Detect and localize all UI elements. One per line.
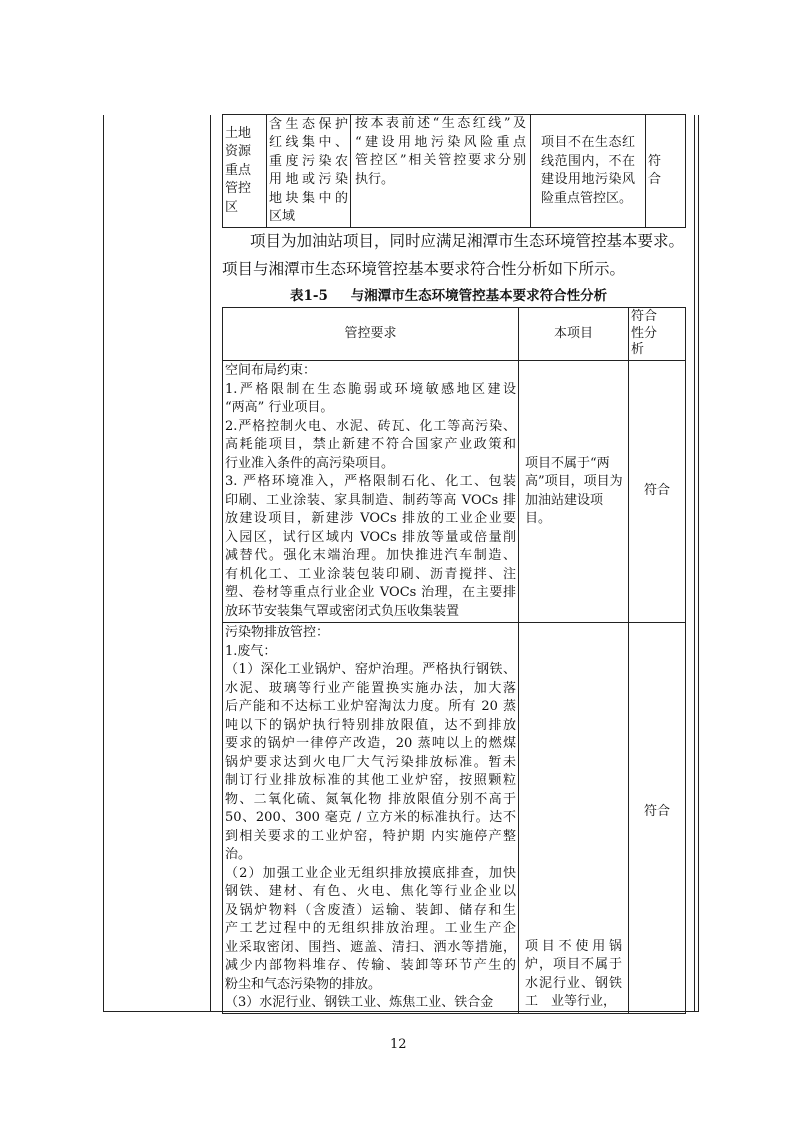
caption-title: 与湘潭市生态环境管控基本要求符合性分析 bbox=[350, 288, 608, 304]
scope-cell bbox=[267, 115, 351, 228]
text-line: 放建设项目，新建涉 VOCs 排放的工业企业要 bbox=[225, 511, 516, 526]
text-line: 治。 bbox=[225, 847, 252, 862]
project-cell bbox=[519, 361, 629, 623]
table-row bbox=[223, 361, 686, 623]
text-line: 水泥、玻璃等行业产能置换实施办法，加大落 bbox=[225, 680, 516, 696]
text-line: 减替代。强化末端治理。加快推进汽车制造、 bbox=[225, 548, 516, 563]
text-line: 产工艺过程中的无组织排放治理。工业生产企 bbox=[225, 921, 516, 936]
text-line: 业采取密闭、围挡、遮盖、清扫、洒水等措施， bbox=[225, 939, 516, 955]
caption-number: 表1-5 bbox=[290, 288, 328, 304]
text-line: 吨以下的锅炉执行特别排放限值，达不到排放 bbox=[225, 717, 516, 733]
text-line: 钢铁、建材、有色、火电、焦化等行业企业以 bbox=[225, 884, 516, 899]
header-project: 本项目 bbox=[519, 308, 629, 361]
header-conformity bbox=[629, 308, 686, 361]
requirement-cell bbox=[223, 623, 519, 1014]
text-line: 物、二氧化硫、氮氧化物 排放限值分别不高于 bbox=[225, 791, 516, 807]
text-line: 符 bbox=[648, 153, 662, 169]
text-line: 项目不属于“两 bbox=[525, 455, 610, 471]
text-line: 资源 bbox=[225, 144, 252, 160]
text-line: （2）加强工业企业无组织排放摸底排查，加快 bbox=[225, 865, 516, 881]
table-row bbox=[223, 623, 686, 1014]
text-line: 行业准入条件的高污染项目。 bbox=[225, 455, 395, 471]
table-caption bbox=[290, 287, 607, 305]
text-line: 线范围内，不在 bbox=[541, 153, 635, 169]
text-line: “建设用地污染风险重点 bbox=[355, 134, 526, 150]
outer-frame-double-line bbox=[694, 115, 695, 1012]
text-line: 含生态保护 bbox=[269, 116, 348, 132]
text-line: 用地或污染 bbox=[269, 172, 348, 187]
requirement-cell bbox=[351, 115, 531, 228]
text-line: 50、200、300 毫克 / 立方米的标准执行。达不 bbox=[225, 810, 516, 825]
compliance-table bbox=[222, 307, 686, 1014]
table-header-row bbox=[223, 308, 686, 361]
text-line: 执行。 bbox=[355, 171, 395, 187]
outer-frame-divider bbox=[210, 115, 211, 1012]
text-line: 塑、卷材等重点行业企业 VOCs 治理，在主要排 bbox=[225, 585, 516, 600]
text-line: （3）水泥行业、钢铁工业、炼焦工业、铁合金 bbox=[225, 995, 494, 1010]
text-line: 1.废气： bbox=[225, 643, 277, 659]
table-row bbox=[223, 115, 686, 228]
text-line: 印刷、工业涂装、家具制造、制药等高 VOCs 排 bbox=[225, 492, 516, 508]
conformity-cell: 符合 bbox=[629, 623, 686, 1014]
text-line: 建设用地污染风 bbox=[541, 172, 635, 187]
text-line: 空间布局约束： bbox=[225, 363, 317, 378]
text-line: 入园区，试行区域内 VOCs 排放等量或倍量削 bbox=[225, 529, 516, 545]
text-line: 3. 严格环境准入，严格限制石化、化工、包装 bbox=[225, 474, 516, 489]
page-number: 12 bbox=[390, 1037, 407, 1052]
text-line: 区域 bbox=[269, 209, 296, 224]
paragraph-line-1: 项目为加油站项目，同时应满足湘潭市生态环境管控基本要求。 bbox=[250, 232, 685, 250]
text-line: 炉，项目不属于 bbox=[525, 957, 622, 972]
text-line: 析 bbox=[631, 342, 645, 358]
text-line: 减少内部物料堆存、传输、装卸等环节产生的 bbox=[225, 958, 516, 973]
text-line: 管控 bbox=[225, 181, 252, 197]
project-cell bbox=[531, 115, 646, 228]
text-line: 性分 bbox=[631, 325, 658, 341]
header-requirement: 管控要求 bbox=[223, 308, 519, 361]
text-line: （1）深化工业锅炉、窑炉治理。严格执行钢铁、 bbox=[225, 662, 516, 677]
text-line: 合 bbox=[648, 172, 662, 187]
text-line: 1.严格限制在生态脆弱或环境敏感地区建设 bbox=[225, 381, 516, 397]
text-line: 土地 bbox=[225, 125, 252, 141]
text-line: 符合 bbox=[631, 309, 658, 325]
text-line: 高耗能项目，禁止新建不符合国家产业政策和 bbox=[225, 437, 516, 452]
land-resource-table bbox=[222, 114, 686, 228]
text-line: 项目不使用锅 bbox=[525, 938, 622, 954]
text-line: 后产能和不达标工业炉窑淘汰力度。所有 20 蒸 bbox=[225, 699, 516, 714]
text-line: 工 业等行业， bbox=[525, 994, 617, 1009]
text-line: “两高” 行业项目。 bbox=[225, 400, 334, 415]
text-line: 及锅炉物料（含废渣）运输、装卸、储存和生 bbox=[225, 902, 516, 918]
text-line: 险重点管控区。 bbox=[541, 190, 633, 206]
paragraph-line-2: 项目与湘潭市生态环境管控基本要求符合性分析如下所示。 bbox=[222, 260, 626, 278]
conformity-cell bbox=[646, 115, 686, 228]
project-cell bbox=[519, 623, 629, 1014]
text-line: 按本表前述“生态红线”及 bbox=[355, 116, 526, 131]
text-line: 高”项目，项目为 bbox=[525, 474, 623, 489]
text-line: 区 bbox=[225, 199, 239, 215]
text-line: 重点 bbox=[225, 162, 252, 178]
text-line: 红线集中、 bbox=[269, 135, 348, 150]
text-line: 污染物排放管控： bbox=[225, 625, 330, 640]
text-line: 有机化工、工业涂装包装印刷、沥青搅拌、注 bbox=[225, 566, 516, 582]
text-line: 放环节安装集气罩或密闭式负压收集装置 bbox=[225, 603, 460, 619]
text-line: 目。 bbox=[525, 511, 552, 526]
text-line: 2.严格控制火电、水泥、砖瓦、化工等高污染、 bbox=[225, 418, 516, 434]
text-line: 制订行业排放标准的其他工业炉窑，按照颗粒 bbox=[225, 773, 516, 788]
category-cell bbox=[223, 115, 267, 228]
text-line: 重度污染农 bbox=[269, 153, 348, 169]
text-line: 要求的锅炉一律停产改造，20 蒸吨以上的燃煤 bbox=[225, 736, 516, 751]
text-line: 管控区”相关管控要求分别 bbox=[355, 153, 526, 168]
text-line: 到相关要求的工业炉窑，特护期 内实施停产整 bbox=[225, 828, 516, 844]
requirement-cell bbox=[223, 361, 519, 623]
text-line: 项目不在生态红 bbox=[541, 135, 635, 150]
text-line: 水泥行业、钢铁 bbox=[525, 975, 622, 991]
text-line: 加油站建设项 bbox=[525, 492, 604, 508]
text-line: 锅炉要求达到火电厂大气污染排放标准。暂未 bbox=[225, 754, 516, 770]
text-line: 地块集中的 bbox=[269, 190, 348, 206]
conformity-cell: 符合 bbox=[629, 361, 686, 623]
text-line: 粉尘和气态污染物的排放。 bbox=[225, 976, 382, 992]
